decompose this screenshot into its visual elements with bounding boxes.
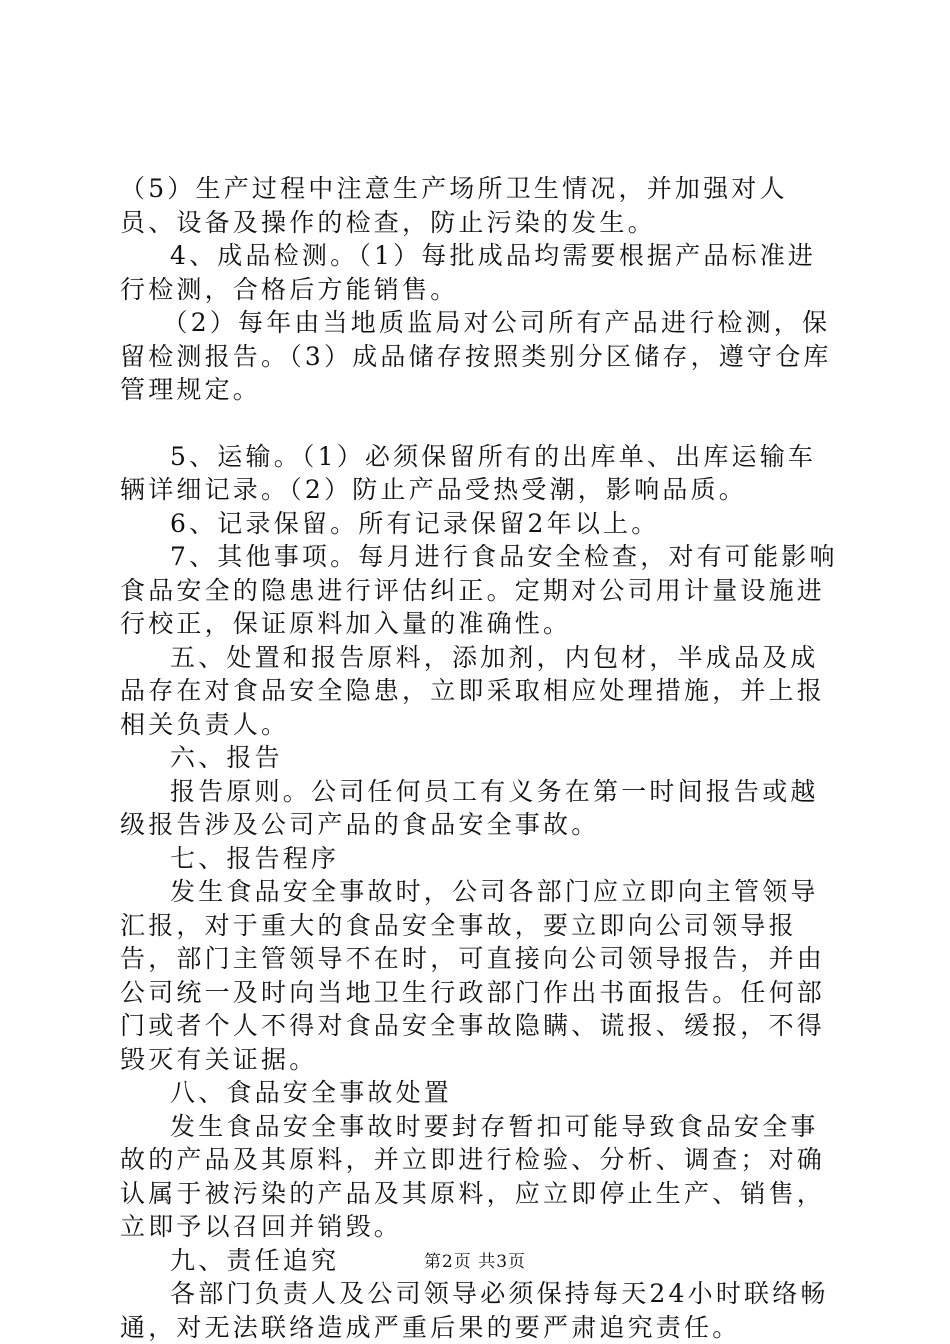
paragraph-gap xyxy=(120,407,840,440)
paragraph-transport: 5、运输。（1）必须保留所有的出库单、出库运输车辆详细记录。（2）防止产品受热受潮，影响品质。 xyxy=(120,441,817,504)
heading-accountability: 九、责任追究 xyxy=(170,1245,340,1275)
heading-incident-handling: 八、食品安全事故处置 xyxy=(170,1078,453,1107)
heading-report: 六、报告 xyxy=(170,743,283,772)
page-number-footer: 第2页 共3页 xyxy=(423,1252,527,1272)
paragraph-disposal-and-report: 五、处置和报告原料，添加剂，内包材，半成品及成品存在对食品安全隐患，立即采取相应处理措施，并上报相关负责人。 xyxy=(120,642,826,739)
paragraph-product-inspection: 4、成品检测。（1）每批成品均需要根据产品标准进行检测，合格后方能销售。 xyxy=(120,241,817,304)
paragraph-incident-handling: 发生食品安全事故时要封存暂扣可能导致食品安全事故的产品及其原料，并立即进行检验、分析、调查；对确认属于被污染的产品及其原料，应立即停止生产、销售，立即予以召回并销毁。 xyxy=(120,1111,826,1241)
paragraph-production-hygiene: （5）生产过程中注意生产场所卫生情况，并加强对人员、设备及操作的检查，防止污染的发生。 xyxy=(120,174,788,237)
document-body xyxy=(120,172,840,1344)
paragraph-report-principle: 报告原则。公司任何员工有义务在第一时间报告或越级报告涉及公司产品的食品安全事故。 xyxy=(120,776,819,839)
paragraph-accountability: 各部门负责人及公司领导必须保持每天24小时联络畅通，对无法联络造成严重后果的要严肃追究责任。 xyxy=(120,1279,829,1342)
heading-report-procedure: 七、报告程序 xyxy=(170,843,340,873)
paragraph-report-procedure: 发生食品安全事故时，公司各部门应立即向主管领导汇报，对于重大的食品安全事故，要立即向公司领导报告，部门主管领导不在时，可直接向公司领导报告，并由公司统一及时向当地卫生行政部门作出书面报告。任何部门或者个人不得对食品安全事故隐瞒、谎报、缓报，不得毁灭有关证据。 xyxy=(120,877,826,1074)
paragraph-record-retention: 6、记录保留。所有记录保留2年以上。 xyxy=(170,508,660,538)
paragraph-inspection-report-storage: （2）每年由当地质监局对公司所有产品进行检测，保留检测报告。（3）成品储存按照类别分区储存，遵守仓库管理规定。 xyxy=(120,308,832,404)
paragraph-other-matters: 7、其他事项。每月进行食品安全检查，对有可能影响食品安全的隐患进行评估纠正。定期对公司用计量设施进行校正，保证原料加入量的准确性。 xyxy=(120,542,838,638)
